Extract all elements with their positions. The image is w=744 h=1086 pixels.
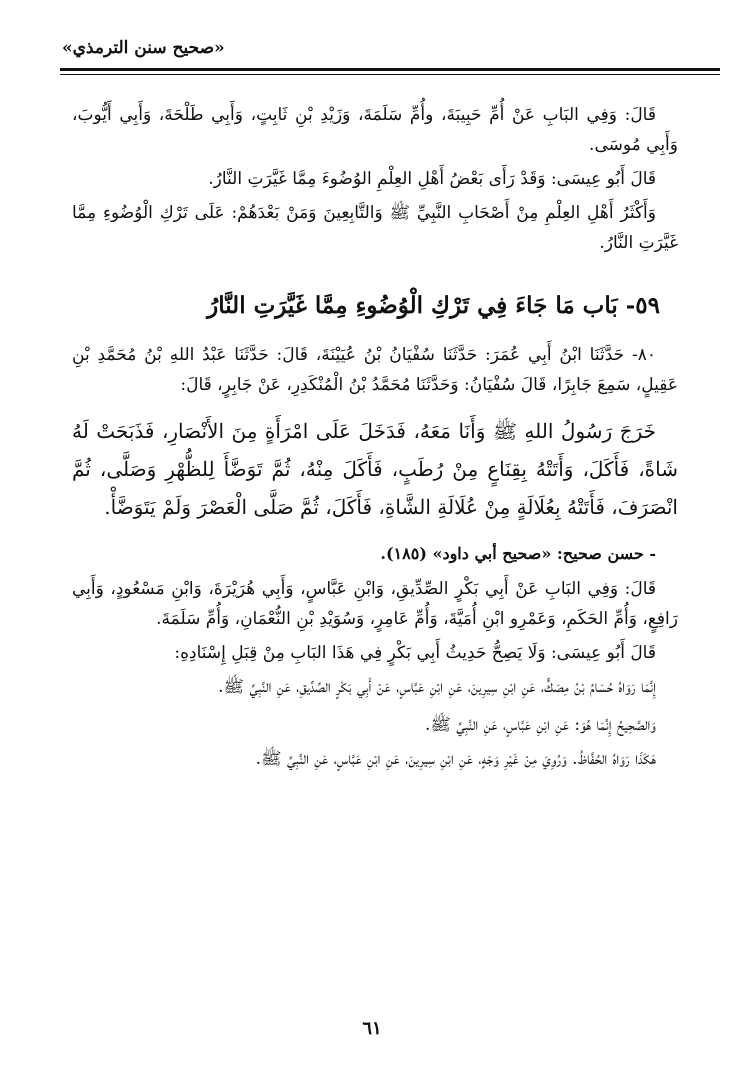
header-rule-thin xyxy=(60,74,720,75)
paragraph-abu-isa-note: قَالَ أَبُو عِيسَى: وَلَا يَصِحُّ حَدِيثُ أَبِي بَكْرٍ فِي هَذَا البَابِ مِنْ قِبَلِ إِسْنَادِهِ: xyxy=(174,643,656,663)
paragraph-correct-chain: وَالصَّحِيحُ إِنَّمَا هُوَ: عَنِ ابْنِ عَبَّاسٍ، عَنِ النَّبِيِّ ﷺ. xyxy=(424,715,656,735)
paragraph-related-narrations: قَالَ: وَفِي البَابِ عَنْ أَبِي بَكْرٍ الصِّدِّيقِ، وَابْنِ عَبَّاسٍ، وَأَبِي هُرَيْرَةَ، وَابْنِ مَسْعُودٍ، وَأَبِي رَافِعٍ، وَأُمِّ الحَكَمِ، وَعَمْرِو ابْنِ أُمَيَّةَ، وَأُمِّ عَامِرٍ، وَسُوَيْدِ بْنِ النُّعْمَانِ، وَأُمِّ سَلَمَةَ. xyxy=(72,579,678,629)
header-rule-thick xyxy=(60,68,720,71)
paragraph-isnad: ٨٠- حَدَّثَنَا ابْنُ أَبِي عُمَرَ: حَدَّثَنَا سُفْيَانُ بْنُ عُيَيْنَةَ، قَالَ: حَدَّثَنَا عَبْدُ اللهِ بْنُ مُحَمَّدِ بْنِ عَقِيلٍ، سَمِعَ جَابِرًا، قَالَ سُفْيَانُ: وَحَدَّثَنَا مُحَمَّدُ بْنُ الْمُنْكَدِرِ، عَنْ جَابِرٍ، قَالَ: xyxy=(72,345,678,395)
paragraph-huffaz: هَكَذَا رَوَاهُ الحُفَّاظُ. وَرُوِيَ مِنْ غَيْرِ وَجْهٍ، عَنِ ابْنِ سِيرِينَ، عَنِ ابْنِ عَبَّاسٍ، عَنِ النَّبِيِّ ﷺ. xyxy=(255,749,656,769)
paragraph-husam-chain: إِنَّمَا رَوَاهُ حُسَامُ بْنُ مِصَكٍّ، عَنِ ابْنِ سِيرِينَ، عَنِ ابْنِ عَبَّاسٍ، عَنْ أَبِي بَكْرٍ الصِّدِّيقِ، عَنِ النَّبِيِّ ﷺ. xyxy=(218,677,656,697)
paragraph-abu-isa-opinion: قَالَ أَبُو عِيسَى: وَقَدْ رَأَى بَعْضُ أَهْلِ العِلْمِ الوُضُوءَ مِمَّا غَيَّرَتِ النَّارُ. xyxy=(208,169,656,189)
paragraph-chapter-related: قَالَ: وَفِي البَابِ عَنْ أُمِّ حَبِيبَةَ، وأُمِّ سَلَمَةَ، وَزَيْدِ بْنِ ثَابِتٍ، وَأَبِي طَلْحَةَ، وَأَبِي أَيُّوبَ، وَأَبِي مُوسَى. xyxy=(72,105,678,155)
hadith-matn: خَرَجَ رَسُولُ اللهِ ﷺ وَأَنَا مَعَهُ، فَدَخَلَ عَلَى امْرَأَةٍ مِنَ الأَنْصَارِ، فَذَبَحَتْ لَهُ شَاةً، فَأَكَلَ، وَأَتَتْهُ بِقِنَاعٍ مِنْ رُطَبٍ، فَأَكَلَ مِنْهُ، ثُمَّ تَوَضَّأَ لِلظُّهْرِ وَصَلَّى، ثُمَّ انْصَرَفَ، فَأَتَتْهُ بِعُلَالَةٍ مِنْ عُلَالَةِ الشَّاةِ، فَأَكَلَ، ثُمَّ صَلَّى الْعَصْرَ وَلَمْ يَتَوَضَّأْ. xyxy=(72,419,678,519)
page-number: ٦١ xyxy=(362,1018,382,1039)
page-body xyxy=(72,100,678,778)
hadith-grading: - حسن صحيح: «صحيح أبي داود» (١٨٥). xyxy=(380,544,656,563)
paragraph-majority-opinion: وَأَكْثَرُ أَهْلِ العِلْمِ مِنْ أَصْحَابِ النَّبِيِّ ﷺ وَالتَّابِعِينَ وَمَنْ بَعْدَهُمْ: عَلَى تَرْكِ الْوُضُوءِ مِمَّا غَيَّرَتِ النَّارُ. xyxy=(72,203,678,253)
running-header-title: «صحيح سنن الترمذي» xyxy=(62,38,225,58)
chapter-heading: ٥٩- بَاب مَا جَاءَ فِي تَرْكِ الْوُضُوءِ مِمَّا غَيَّرَتِ النَّارُ xyxy=(207,292,660,319)
